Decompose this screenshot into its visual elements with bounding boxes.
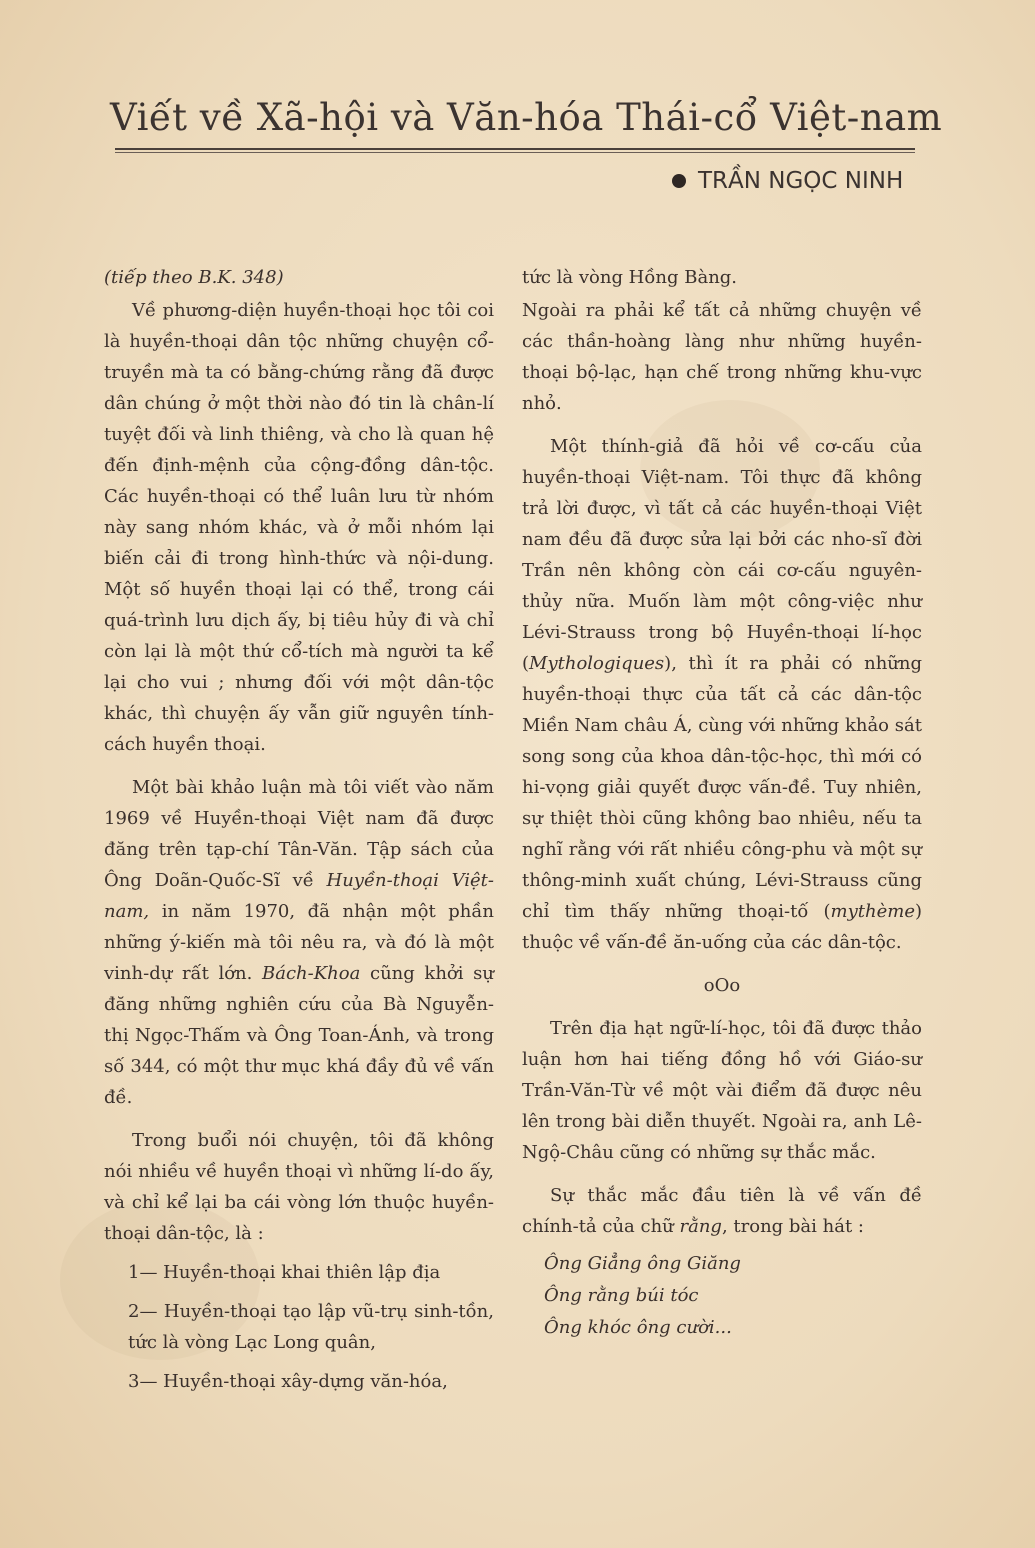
list-item: 3— Huyền-thoại xây-dựng văn-hóa, bbox=[128, 1371, 448, 1392]
text-span: ), thì ít ra phải có những huyền-thoại thực của tất cả các dân-tộc Miền Nam châu Á, cùng với những khảo sát song song của khoa dân-tộc-học, thì mới có hi-vọng giải quyết được vấn-đề. Tuy nhiên, sự thiệt thòi cũng không bao nhiêu, nếu ta nghĩ rằng với rất nhiều công-phu và một sự thông-minh xuất chúng, Lévi-Strauss cũng chỉ tìm thấy những thoại-tố ( bbox=[522, 653, 922, 922]
list-item: 2— Huyền-thoại tạo lập vũ-trụ sinh-tồn, tức là vòng Lạc Long quân, bbox=[128, 1301, 494, 1353]
magazine-title: Bách-Khoa bbox=[262, 963, 361, 984]
paragraph bbox=[104, 772, 494, 1113]
left-column bbox=[104, 262, 494, 1397]
text-span: Sự thắc mắc đầu tiên là về vấn đề chính-tả của chữ bbox=[522, 1185, 922, 1237]
title-underline bbox=[115, 148, 915, 153]
bullet-icon bbox=[672, 174, 686, 188]
text-span: , trong bài hát : bbox=[721, 1216, 864, 1237]
foreign-term: Mythologiques bbox=[529, 653, 665, 674]
paragraph bbox=[522, 431, 922, 958]
list-item: 1— Huyền-thoại khai thiên lập địa bbox=[128, 1262, 441, 1283]
text-span: cũng khởi sự đăng những nghiên cứu của Bà Nguyễn-thị Ngọc-Thấm và Ông Toan-Ánh, và trong số 344, có một thư mục khá đầy đủ về vấn đề. bbox=[104, 963, 494, 1108]
paragraph: Trong buổi nói chuyện, tôi đã không nói nhiều về huyền thoại vì những lí-do ấy, và chỉ kể lại ba cái vòng lớn thuộc huyền-thoại dân-tộc, là : bbox=[104, 1130, 494, 1244]
paragraph: Trên địa hạt ngữ-lí-học, tôi đã được thảo luận hơn hai tiếng đồng hồ với Giáo-sư Trần-Văn-Từ về một vài điểm đã được nêu lên trong bài diễn thuyết. Ngoài ra, anh Lê-Ngộ-Châu cũng có những sự thắc mắc. bbox=[522, 1018, 922, 1163]
continued-note: (tiếp theo B.K. 348) bbox=[104, 267, 284, 288]
text-span: in năm 1970, đã nhận một phần những ý-kiến mà tôi nêu ra, và đó là một vinh-dự rất lớn. bbox=[104, 901, 494, 984]
verse-line: Ông rằng búi tóc bbox=[544, 1285, 699, 1306]
section-separator: oOo bbox=[703, 975, 741, 996]
paragraph: Ngoài ra phải kể tất cả những chuyện về các thần-hoàng làng như những huyền-thoại bộ-lạc, hạn chế trong những khu-vực nhỏ. bbox=[522, 300, 922, 414]
paragraph bbox=[522, 1180, 922, 1242]
author-byline bbox=[672, 168, 932, 194]
foreign-term: mythème bbox=[830, 901, 915, 922]
verse-line: Ông khóc ông cười... bbox=[544, 1317, 732, 1338]
book-title: Huyền-thoại Việt-nam, bbox=[104, 870, 494, 922]
author-name: TRẦN NGỌC NINH bbox=[698, 168, 904, 194]
paragraph: Về phương-diện huyền-thoại học tôi coi là huyền-thoại dân tộc những chuyện cổ-truyền mà ta có bằng-chứng rằng đã được dân chúng ở một thời nào đó tin là chân-lí tuyệt đối và linh thiêng, và cho là quan hệ đến định-mệnh của cộng-đồng dân-tộc. Các huyền-thoại có thể luân lưu từ nhóm này sang nhóm khác, và ở mỗi nhóm lại biến cải đi trong hình-thức và nội-dung. Một số huyền thoại lại có thể, trong cái quá-trình lưu dịch ấy, bị tiêu hủy đi và chỉ còn lại là một thứ cổ-tích mà người ta kể lại cho vui ; nhưng đối với một dân-tộc khác, thì chuyện ấy vẫn giữ nguyên tính-cách huyền thoại. bbox=[104, 300, 494, 755]
text-span: Một bài khảo luận mà tôi viết vào năm 1969 về Huyền-thoại Việt nam đã được đăng trên tạp-chí Tân-Văn. Tập sách của Ông Doãn-Quốc-Sĩ về bbox=[104, 777, 494, 891]
text-span: ) thuộc về vấn-đề ăn-uống của các dân-tộc. bbox=[522, 901, 922, 953]
quoted-word: rằng bbox=[679, 1216, 722, 1237]
text-span: Một thính-giả đã hỏi về cơ-cấu của huyền-thoại Việt-nam. Tôi thực đã không trả lời được, vì tất cả các huyền-thoại Việt nam đều đã được sửa lại bởi các nho-sĩ đời Trần nên không còn cái cơ-cấu nguyên-thủy nữa. Muốn làm một công-việc như Lévi-Strauss trong bộ Huyền-thoại lí-học ( bbox=[522, 436, 922, 674]
continued-text: tức là vòng Hồng Bàng. bbox=[522, 267, 738, 288]
right-column bbox=[522, 262, 922, 1344]
article-title: Viết về Xã-hội và Văn-hóa Thái-cổ Việt-nam bbox=[110, 96, 943, 139]
verse-line: Ông Giẳng ông Giăng bbox=[544, 1253, 741, 1274]
